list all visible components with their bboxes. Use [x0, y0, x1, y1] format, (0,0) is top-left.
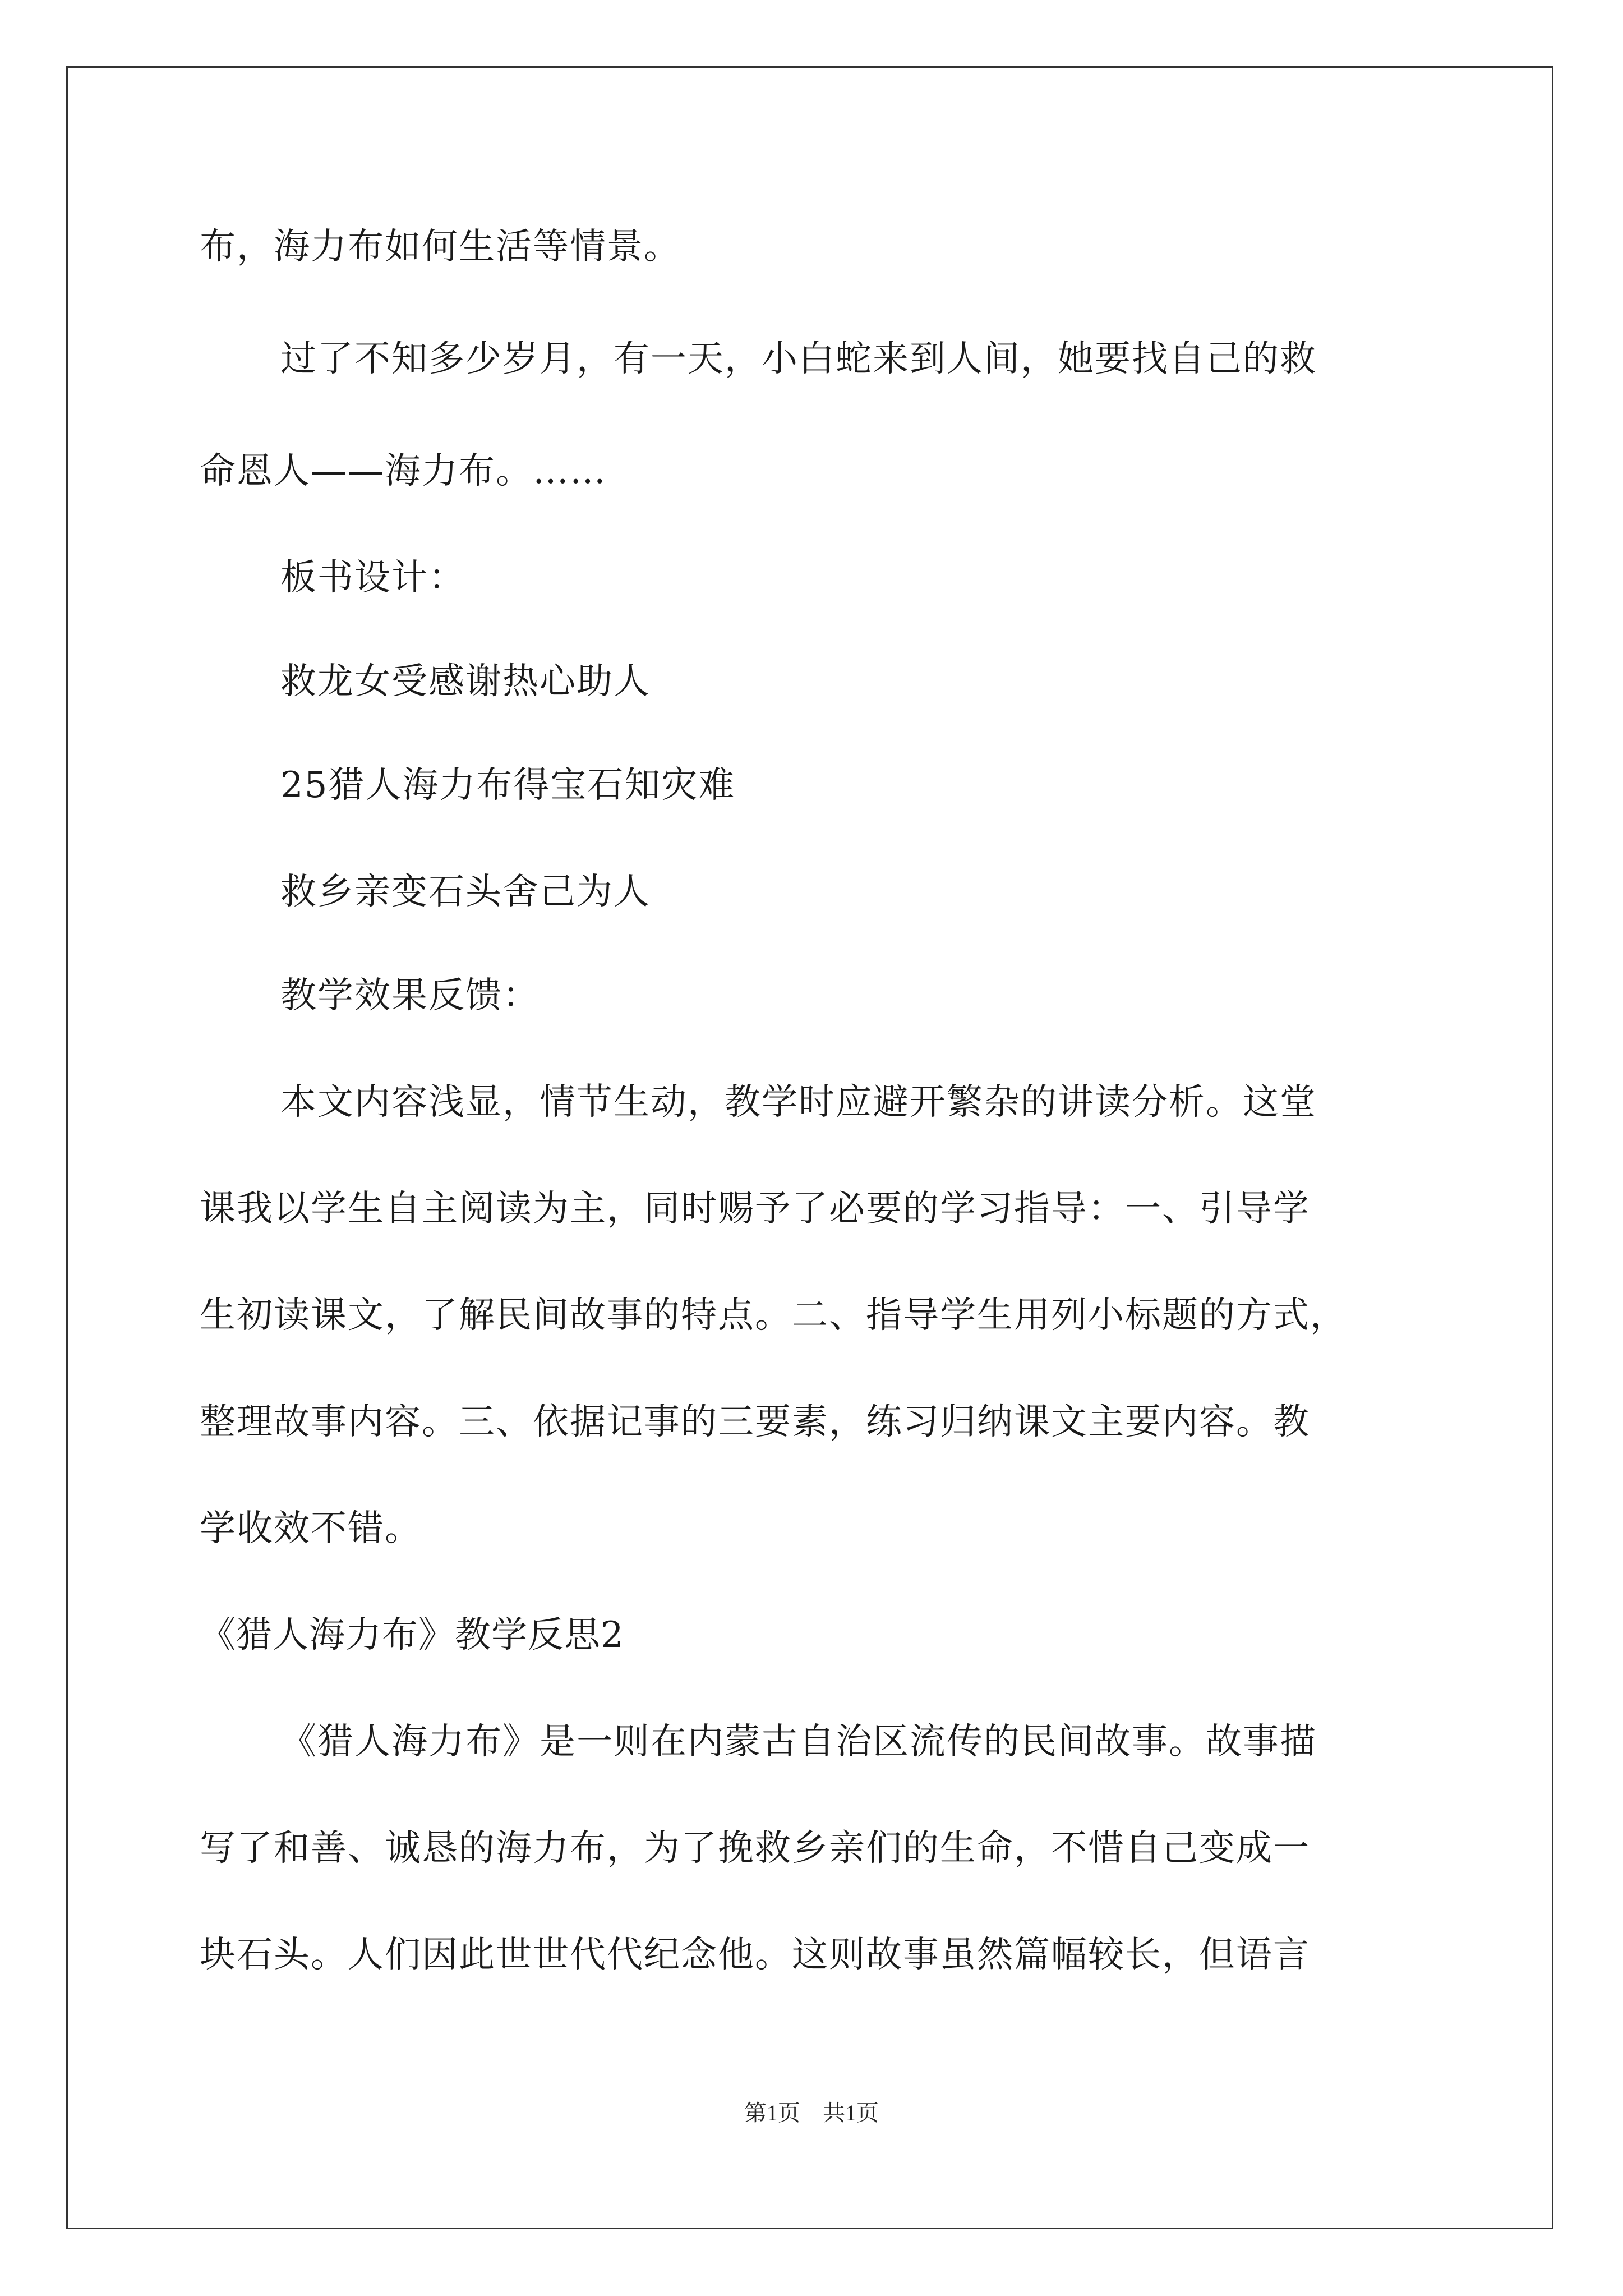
text-line: 整理故事内容。三、依据记事的三要素，练习归纳课文主要内容。教 — [200, 1401, 1310, 1443]
text-line: 生初读课文，了解民间故事的特点。二、指导学生用列小标题的方式， — [200, 1295, 1347, 1336]
section-title: 《猎人海力布》教学反思2 — [200, 1614, 624, 1656]
paragraph-line: 《猎人海力布》是一则在内蒙古自治区流传的民间故事。故事描 — [280, 1721, 1317, 1763]
page-border — [66, 66, 1553, 2229]
section-heading: 教学效果反馈： — [280, 975, 540, 1016]
text-line: 块石头。人们因此世世代代纪念他。这则故事虽然篇幅较长，但语言 — [200, 1934, 1310, 1976]
text-line: 学收效不错。 — [200, 1508, 422, 1549]
text-line: 课我以学生自主阅读为主，同时赐予了必要的学习指导：一、引导学 — [200, 1188, 1310, 1230]
text-line: 布，海力布如何生活等情景。 — [200, 226, 681, 268]
text-line: 写了和善、诚恳的海力布，为了挽救乡亲们的生命，不惜自己变成一 — [200, 1828, 1310, 1869]
paragraph-line: 过了不知多少岁月，有一天，小白蛇来到人间，她要找自己的救 — [280, 338, 1317, 380]
section-heading: 板书设计： — [280, 557, 465, 599]
paragraph-line: 本文内容浅显，情节生动，教学时应避开繁杂的讲读分析。这堂 — [280, 1082, 1317, 1123]
board-design-line: 救龙女受感谢热心助人 — [280, 661, 651, 702]
board-design-line: 救乡亲变石头舍己为人 — [280, 871, 651, 913]
page-number: 第1页 共1页 — [744, 2100, 879, 2125]
board-design-line: 25猎人海力布得宝石知灾难 — [280, 765, 736, 806]
text-line: 命恩人——海力布。…… — [200, 450, 607, 492]
